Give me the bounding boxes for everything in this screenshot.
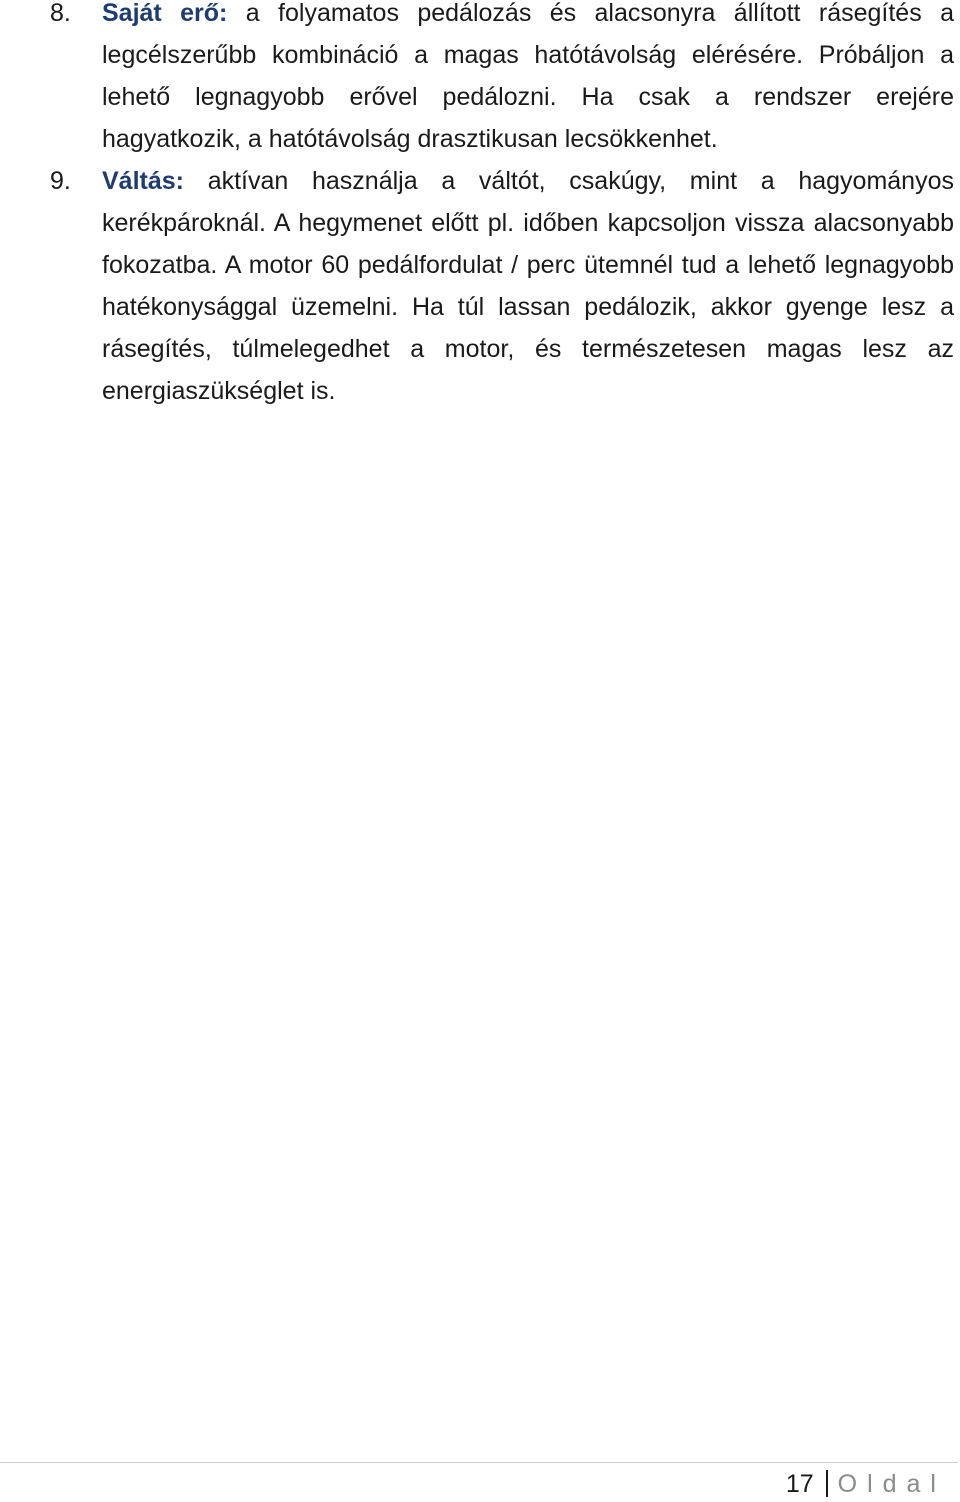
list-item-number: 8. [50,0,71,27]
page-footer [786,1466,946,1502]
list-item [0,160,960,412]
footer-divider [0,1462,958,1463]
list-item-text: aktívan használja a váltót, csakúgy, mint a hagyományos kerékpároknál. A hegymenet előtt pl. időben kapcsoljon vissza alacsonyabb fokozatba. A motor 60 pedálfordulat / perc ütemnél tud a lehető legnagyobb hatékonysággal üzemelni. Ha túl lassan pedálozik, akkor gyenge lesz a rásegítés, túlmelegedhet a motor, és természetesen magas lesz az energiaszükséglet is. [102,167,954,405]
page-number: 17 [785,1470,814,1498]
numbered-list [0,0,960,412]
list-item-number: 9. [50,167,71,195]
list-item [0,0,960,160]
footer-separator [826,1470,828,1497]
page-label: Oldal [837,1470,946,1498]
list-item-term: Váltás: [102,167,208,195]
list-item-term: Saját erő: [102,0,246,27]
list-item-text: a folyamatos pedálozás és alacsonyra állított rásegítés a legcélszerűbb kombináció a magas hatótávolság elérésére. Próbáljon a lehető legnagyobb erővel pedálozni. Ha csak a rendszer erejére hagyatkozik, a hatótávolság drasztikusan lecsökkenhet. [102,0,955,153]
